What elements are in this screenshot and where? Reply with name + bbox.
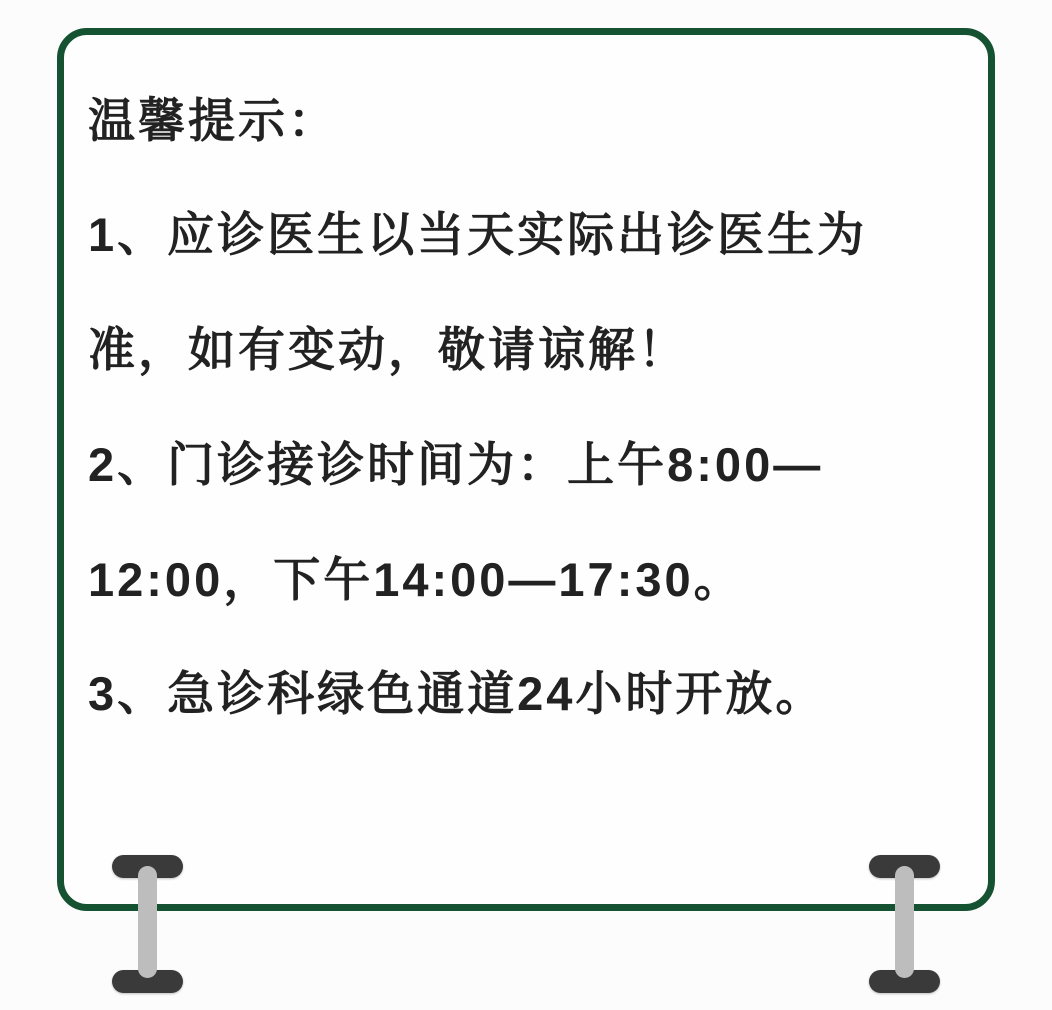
notice-line-2: 2、门诊接诊时间为：上午8:00— xyxy=(88,438,824,491)
notice-line-1: 1、应诊医生以当天实际出诊医生为 xyxy=(88,208,868,261)
notice-line-2-cont: 12:00，下午14:00—17:30。 xyxy=(88,553,744,606)
stand-leg-left-bar xyxy=(138,866,157,978)
notice-title: 温馨提示： xyxy=(88,94,338,147)
notice-line-1-cont: 准，如有变动，敬请谅解！ xyxy=(88,323,688,376)
notice-line-3: 3、急诊科绿色通道24小时开放。 xyxy=(88,667,826,720)
stand-leg-right-bar xyxy=(895,866,914,978)
notice-board xyxy=(57,28,995,911)
